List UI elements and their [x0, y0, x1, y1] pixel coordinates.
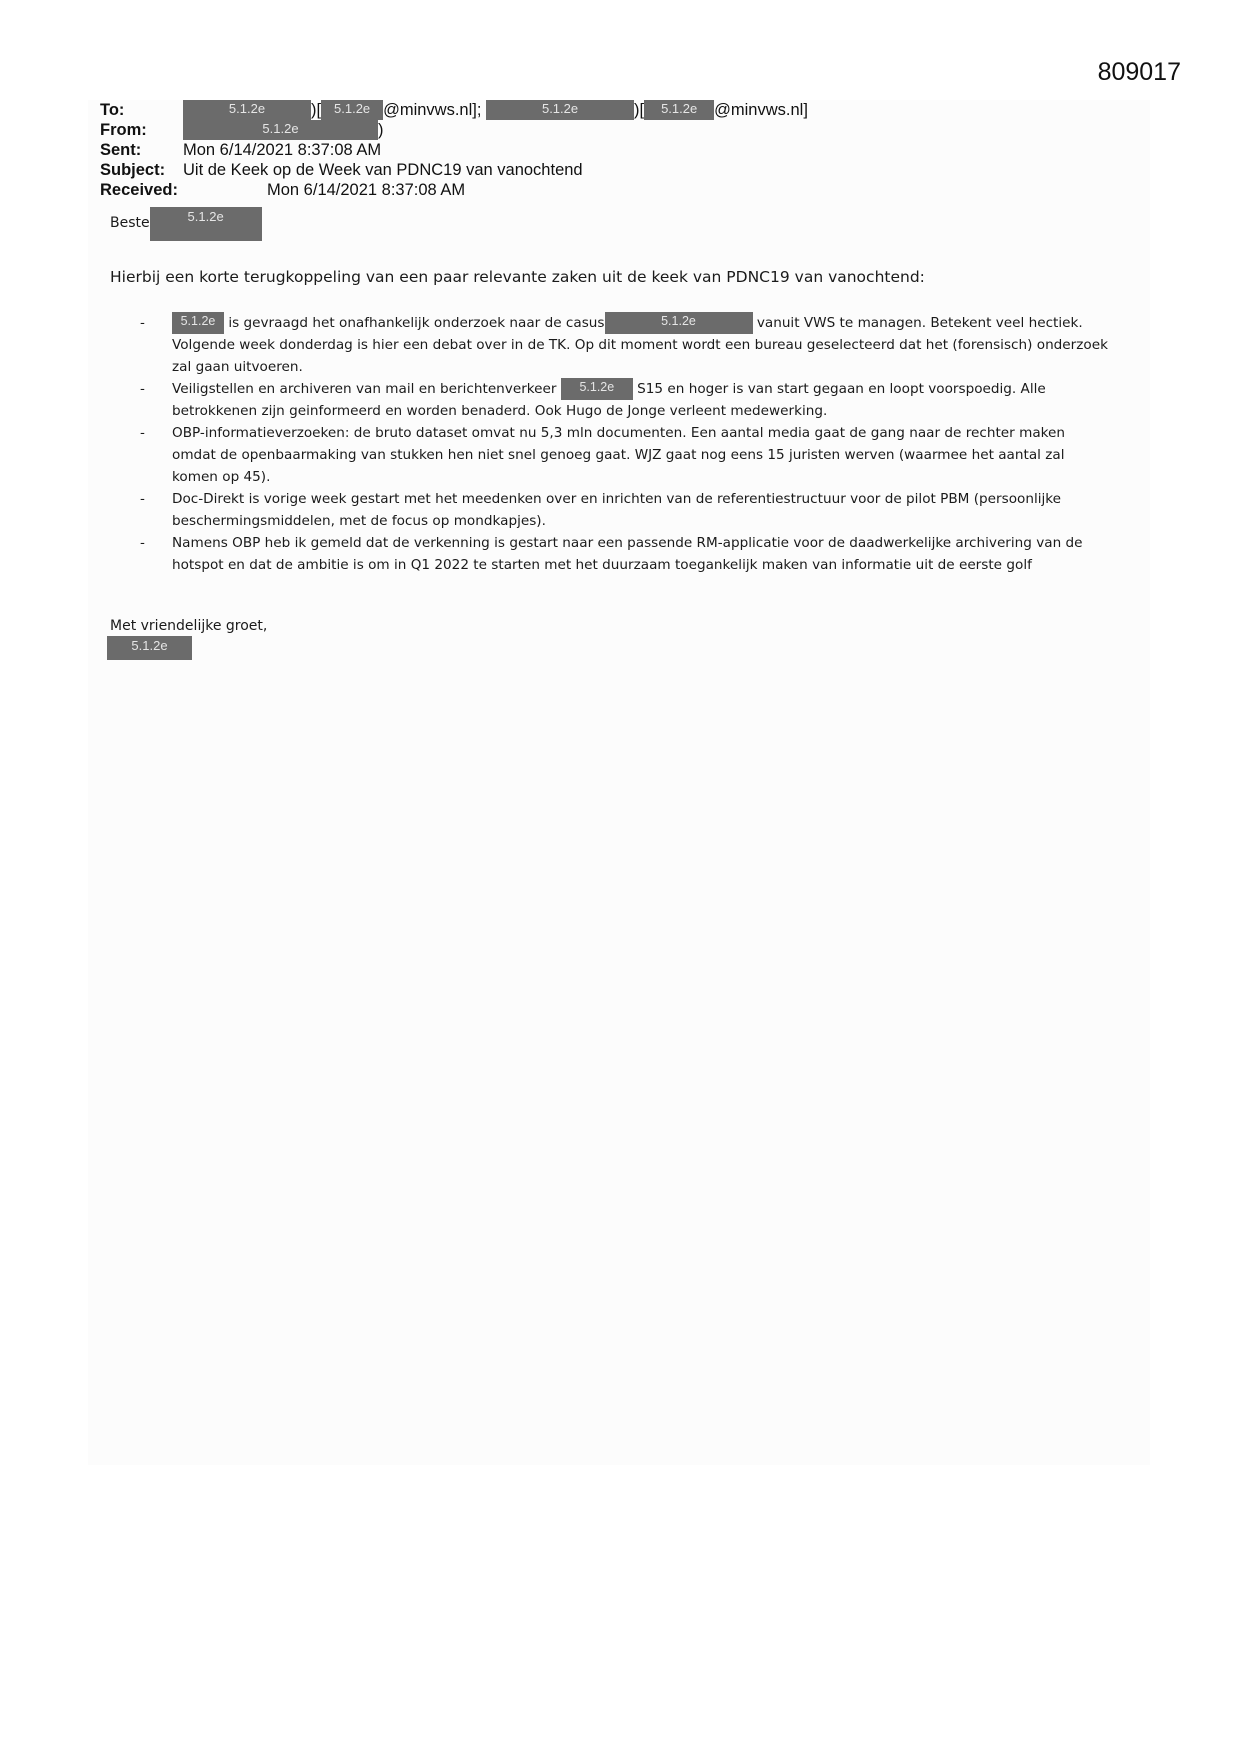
- list-item: [140, 532, 1110, 576]
- bullet-text: Namens OBP heb ik gemeld dat de verkenning is gestart naar een passende RM-applicatie voor de daadwerkelijke archivering van de hotspot en dat de ambitie is om in Q1 2022 te starten met het duurzaam toegankelijk maken van informatie uit de eerste golf: [172, 535, 1083, 573]
- redaction-block: 5.1.2e: [150, 207, 262, 241]
- sent-label: Sent:: [100, 141, 142, 159]
- redaction-block: 5.1.2e: [486, 100, 634, 120]
- bullet-dash: -: [140, 381, 145, 397]
- redaction-block: 5.1.2e: [321, 100, 383, 120]
- to-value: [183, 100, 808, 120]
- list-item: [140, 422, 1110, 488]
- bullet-dash: -: [140, 425, 145, 441]
- bullet-text: vanuit VWS te managen. Betekent veel hectiek. Volgende week donderdag is hier een debat over in de TK. Op dit moment wordt een bureau geselecteerd dat het (forensisch) onderzoek zal gaan uitvoeren.: [172, 315, 1108, 375]
- sent-value: Mon 6/14/2021 8:37:08 AM: [183, 141, 382, 159]
- redaction-block: 5.1.2e: [183, 100, 311, 120]
- recipient-domain: @minvws.nl]: [714, 101, 808, 119]
- document-number: 809017: [1097, 58, 1181, 86]
- bullet-dash: -: [140, 315, 145, 331]
- intro-paragraph: Hierbij een korte terugkoppeling van een paar relevante zaken uit de keek van PDNC19 van vanochtend:: [110, 268, 925, 286]
- received-label: Received:: [100, 181, 178, 199]
- to-label: To:: [100, 101, 125, 119]
- received-value: Mon 6/14/2021 8:37:08 AM: [267, 181, 466, 199]
- subject-value: Uit de Keek op de Week van PDNC19 van vanochtend: [183, 161, 583, 179]
- signature: [107, 636, 192, 660]
- from-label: From:: [100, 121, 147, 139]
- redaction-block: 5.1.2e: [561, 378, 633, 400]
- redaction-block: 5.1.2e: [107, 636, 192, 660]
- bullet-text: S15 en hoger is van start gegaan en loopt voorspoedig. Alle betrokkenen zijn geinformeerd en worden benaderd. Ook Hugo de Jonge verleent medewerking.: [172, 381, 1046, 419]
- page-background: [88, 100, 1150, 1465]
- list-item: [140, 312, 1110, 378]
- redaction-block: 5.1.2e: [644, 100, 714, 120]
- bullet-dash: -: [140, 535, 145, 551]
- bullet-text: Doc-Direkt is vorige week gestart met het meedenken over en inrichten van de referentiestructuur voor de pilot PBM (persoonlijke beschermingsmiddelen, met de focus op mondkapjes).: [172, 491, 1062, 529]
- subject-label: Subject:: [100, 161, 166, 179]
- list-item: [140, 488, 1110, 532]
- from-value: [183, 120, 384, 140]
- redaction-block: 5.1.2e: [605, 312, 753, 334]
- closing-line: Met vriendelijke groet,: [110, 618, 268, 634]
- redaction-block: 5.1.2e: [183, 120, 378, 140]
- greeting-word: Beste: [110, 215, 150, 231]
- recipient-domain: @minvws.nl];: [383, 101, 482, 119]
- recipient-separator: )[: [311, 101, 322, 119]
- greeting: [110, 209, 262, 241]
- redaction-block: 5.1.2e: [172, 312, 224, 334]
- bullet-text: OBP-informatieverzoeken: de bruto dataset omvat nu 5,3 mln documenten. Een aantal media gaat de gang naar de rechter maken omdat de openbaarmaking van stukken hen niet snel genoeg gaat. WJZ gaat nog eens 15 juristen werven (waarmee het aantal zal komen op 45).: [172, 425, 1066, 485]
- bullet-list: [140, 312, 1110, 576]
- bullet-text: is gevraagd het onafhankelijk onderzoek naar de casus: [228, 315, 605, 331]
- bullet-dash: -: [140, 491, 145, 507]
- recipient-separator: )[: [634, 101, 645, 119]
- from-suffix: ): [378, 121, 384, 139]
- bullet-text: Veiligstellen en archiveren van mail en berichtenverkeer: [172, 381, 557, 397]
- list-item: [140, 378, 1110, 422]
